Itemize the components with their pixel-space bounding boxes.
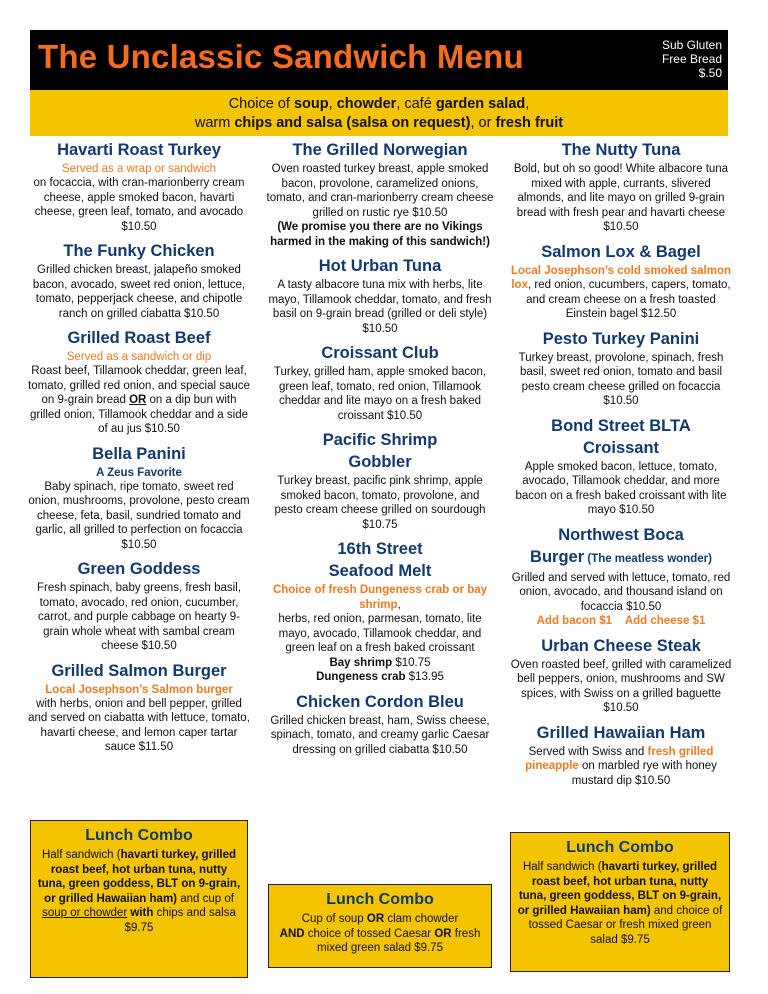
menu-column-right <box>508 140 734 795</box>
choice-text: , <box>525 96 530 112</box>
addon-bacon: Add bacon $1 <box>536 615 613 627</box>
menu-item <box>508 416 734 518</box>
item-name: Chicken Cordon Bleu <box>296 692 464 711</box>
item-name: Gobbler <box>348 453 412 471</box>
gluten-free-line2: Free Bread <box>661 52 722 66</box>
gluten-free-line1: Sub Gluten <box>661 38 722 52</box>
item-description: Turkey breast, provolone, spinach, fresh basil, sweet red onion, tomato and basil pesto cream cheese grilled on focaccia $10.50 <box>518 351 724 407</box>
item-name: Green Goddess <box>77 560 201 578</box>
menu-item <box>508 525 734 629</box>
item-name: The Funky Chicken <box>63 242 215 260</box>
item-description: Grilled chicken breast, ham, Swiss cheese, spinach, tomato, and creamy garlic Caesar dressing on grilled ciabatta $10.50 <box>270 714 490 756</box>
gluten-free-price: $.50 <box>698 66 722 80</box>
item-description: with herbs, onion and bell pepper, grilled and served on ciabatta with lettuce, tomato, havarti cheese, and lemon caper tartar sauce $11.50 <box>28 697 250 753</box>
combo-text: choice of tossed Caesar <box>304 927 435 940</box>
item-description: A tasty albacore tuna mix with herbs, lite mayo, Tillamook cheddar, tomato, and fresh basil on 9-grain bread (grilled or deli style) $10.50 <box>268 279 492 335</box>
item-name: The Grilled Norwegian <box>292 141 468 159</box>
item-name <box>508 547 734 570</box>
item-description: on focaccia, with cran-marionberry cream cheese, apple smoked bacon, havarti cheese, green leaf, tomato, and avocado $10.50 <box>33 177 245 233</box>
combo-title: Lunch Combo <box>85 827 193 844</box>
desc-text: Served with Swiss and <box>528 745 648 758</box>
item-tag: A Zeus Favorite <box>96 466 182 479</box>
menu-item <box>266 256 494 336</box>
item-description: Baby spinach, ripe tomato, sweet red onion, mushrooms, provolone, pesto cream cheese, feta, basil, sundried tomato and garlic, all grilled to perfection on focaccia $10.50 <box>28 480 250 551</box>
item-name: Pesto Turkey Panini <box>542 329 700 348</box>
lunch-combo-middle <box>268 884 492 968</box>
price-label: Dungeness crab <box>316 671 406 683</box>
item-tag: fresh grilled pineapple <box>525 745 714 772</box>
combo-sandwiches: havarti turkey, grilled roast beef, hot urban tuna, nutty tuna, green goddess, BLT on 9-grain, or grilled Hawaiian ham) <box>517 861 722 917</box>
name-text: Burger <box>530 547 585 566</box>
side-choice-line2 <box>30 114 728 133</box>
menu-item <box>508 636 734 716</box>
item-tag: Served as a sandwich or dip <box>66 351 212 363</box>
menu-item <box>508 723 734 789</box>
item-description: herbs, red onion, parmesan, tomato, lite mayo, avocado, Tillamook cheddar, and green leaf on a fresh baked croissant <box>278 613 482 654</box>
item-description: Grilled chicken breast, jalapeño smoked bacon, avocado, sweet red onion, lettuce, tomato, pepperjack cheese, and chipotle ranch on grilled ciabatta $10.50 <box>32 264 246 320</box>
item-tag: Served as a wrap or sandwich <box>61 163 217 175</box>
item-name: Northwest Boca <box>558 525 684 544</box>
choice-text: , or <box>470 115 496 131</box>
price-value: $10.75 <box>392 656 431 669</box>
choice-chowder: chowder <box>336 96 397 112</box>
combo-text: chips and salsa $9.75 <box>124 907 236 934</box>
price-line <box>266 656 494 671</box>
menu-item <box>266 430 494 532</box>
combo-description <box>37 848 241 935</box>
item-description: Oven roasted turkey breast, apple smoked bacon, provolone, caramelized onions, tomato, and cran-marionberry cream cheese grilled on rustic rye $10.50 <box>266 163 494 219</box>
item-description: Turkey, grilled ham, apple smoked bacon, green leaf, tomato, red onion, Tillamook cheddar and lite mayo on a fresh baked croissant $10.50 <box>273 366 487 422</box>
combo-text: Cup of soup <box>301 913 367 925</box>
item-name: 16th Street <box>337 540 423 558</box>
combo-text: clam chowder <box>384 913 459 925</box>
menu-item <box>28 241 250 321</box>
lunch-combo-right <box>510 832 730 972</box>
item-name: Urban Cheese Steak <box>541 636 701 655</box>
menu-item <box>28 559 250 654</box>
choice-chips: chips and salsa (salsa on request) <box>234 115 471 131</box>
addon-cheese: Add cheese $1 <box>624 615 706 627</box>
item-name: Seafood Melt <box>328 562 432 580</box>
item-tag <box>266 583 494 612</box>
choice-text: , <box>328 96 337 112</box>
desc-or: OR <box>129 394 147 406</box>
combo-description <box>275 912 485 956</box>
desc-text: Roast beef, Tillamook cheddar, green leaf, tomato, grilled red onion, and special sauce on 9-grain bread <box>28 365 250 406</box>
item-name: Grilled Hawaiian Ham <box>536 723 706 742</box>
item-name: Croissant <box>582 438 660 457</box>
item-name: Grilled Roast Beef <box>67 329 211 347</box>
tag-text: Choice of fresh Dungeness crab or bay shrimp <box>272 584 488 611</box>
item-name: Croissant Club <box>321 344 439 362</box>
menu-item <box>508 242 734 322</box>
menu-column-middle <box>266 140 494 764</box>
combo-title: Lunch Combo <box>566 839 674 856</box>
menu-item <box>266 692 494 758</box>
item-description: Apple smoked bacon, lettuce, tomato, avocado, Tillamook cheddar, and more bacon on a fresh baked croissant with lite mayo $10.50 <box>515 460 727 516</box>
desc-text: on a dip bun with grilled onion, Tillamook cheddar and a side of au jus $10.50 <box>30 394 248 435</box>
item-name: Havarti Roast Turkey <box>57 141 221 159</box>
combo-text: fresh mixed green salad $9.75 <box>317 927 481 954</box>
menu-item <box>266 140 494 249</box>
tag-end: , <box>397 598 401 611</box>
choice-soup: soup <box>293 96 329 112</box>
combo-text: and cup of <box>177 892 234 905</box>
item-name: Grilled Salmon Burger <box>51 661 227 680</box>
lunch-combo-left <box>30 820 248 978</box>
choice-text: Choice of <box>228 96 294 112</box>
menu-item <box>508 140 734 235</box>
desc-text: on marbled rye with honey mustard dip $10.50 <box>571 760 717 787</box>
menu-item <box>266 343 494 423</box>
item-description <box>508 745 734 789</box>
combo-title: Lunch Combo <box>326 891 434 908</box>
item-name: Pacific Shrimp <box>322 431 438 449</box>
item-name: Hot Urban Tuna <box>318 257 442 275</box>
menu-item <box>28 661 250 755</box>
menu-item <box>28 140 250 234</box>
item-description: Fresh spinach, baby greens, fresh basil, tomato, avocado, red onion, cucumber, carrot, and purple cabbage on hearty 9-grain whole wheat with sambal cream cheese $10.50 <box>37 582 241 652</box>
item-name: The Nutty Tuna <box>561 141 681 159</box>
menu-header <box>30 30 728 90</box>
menu-item <box>266 539 494 685</box>
combo-description <box>517 860 723 947</box>
item-description: Grilled and served with lettuce, tomato, red onion, avocado, and thousand island on focaccia $10.50 <box>511 571 731 613</box>
price-line <box>266 670 494 685</box>
price-value: $13.95 <box>405 671 444 683</box>
side-choice-line1 <box>30 95 728 114</box>
side-choice-banner <box>30 90 728 136</box>
name-subtitle: (The meatless wonder) <box>584 552 712 565</box>
item-name: Bella Panini <box>92 444 186 463</box>
choice-text: warm <box>194 115 235 131</box>
combo-or: OR <box>434 927 452 940</box>
item-note: (We promise you there are no Vikings harmed in the making of this sandwich!) <box>270 221 490 248</box>
gluten-free-note <box>662 38 722 80</box>
choice-text: , café <box>396 96 436 112</box>
choice-salad: garden salad <box>435 96 526 112</box>
menu-item <box>28 444 250 553</box>
combo-text: Half sandwich ( <box>41 849 121 861</box>
combo-sandwiches: havarti turkey, grilled roast beef, hot urban tuna, nutty tuna, green goddess, BLT on 9-grain, or grilled Hawaiian ham) <box>37 849 241 905</box>
item-tag: Local Josephson’s Salmon burger <box>45 683 233 696</box>
item-description <box>28 364 250 437</box>
item-description: Bold, but oh so good! White albacore tuna mixed with apple, currants, slivered almonds, and lite mayo on grilled 9-grain bread with fresh pear and havarti cheese $10.50 <box>513 163 729 233</box>
combo-soup: soup or chowder <box>42 907 128 919</box>
item-tag: Local Josephson’s cold smoked salmon lox <box>510 264 732 291</box>
item-name: Salmon Lox & Bagel <box>541 242 701 261</box>
item-description <box>508 264 734 322</box>
menu-column-left <box>28 140 250 762</box>
combo-text: and choice of tossed Caesar or fresh mixed green salad $9.75 <box>528 904 723 946</box>
menu-title: The Unclassic Sandwich Menu <box>38 38 524 75</box>
choice-fruit: fresh fruit <box>495 115 564 131</box>
menu-item <box>508 329 734 409</box>
price-label: Bay shrimp <box>329 656 393 669</box>
combo-or: OR <box>366 913 385 925</box>
combo-with: with <box>127 907 154 919</box>
item-description: Oven roasted beef, grilled with caramelized bell peppers, onion, mushrooms and SW spices, with Swiss on a grilled baguette $10.50 <box>510 658 732 714</box>
combo-text: Half sandwich ( <box>522 861 602 873</box>
desc-text: , red onion, cucumbers, capers, tomato, and cream cheese on a fresh toasted Einstein bagel $12.50 <box>526 279 731 320</box>
combo-and: AND <box>279 927 305 940</box>
item-description: Turkey breast, pacific pink shrimp, apple smoked bacon, tomato, provolone, and pesto cream cheese grilled on sourdough $10.75 <box>274 475 486 531</box>
add-ons <box>508 614 734 629</box>
item-name: Bond Street BLTA <box>551 416 691 435</box>
menu-item <box>28 328 250 437</box>
